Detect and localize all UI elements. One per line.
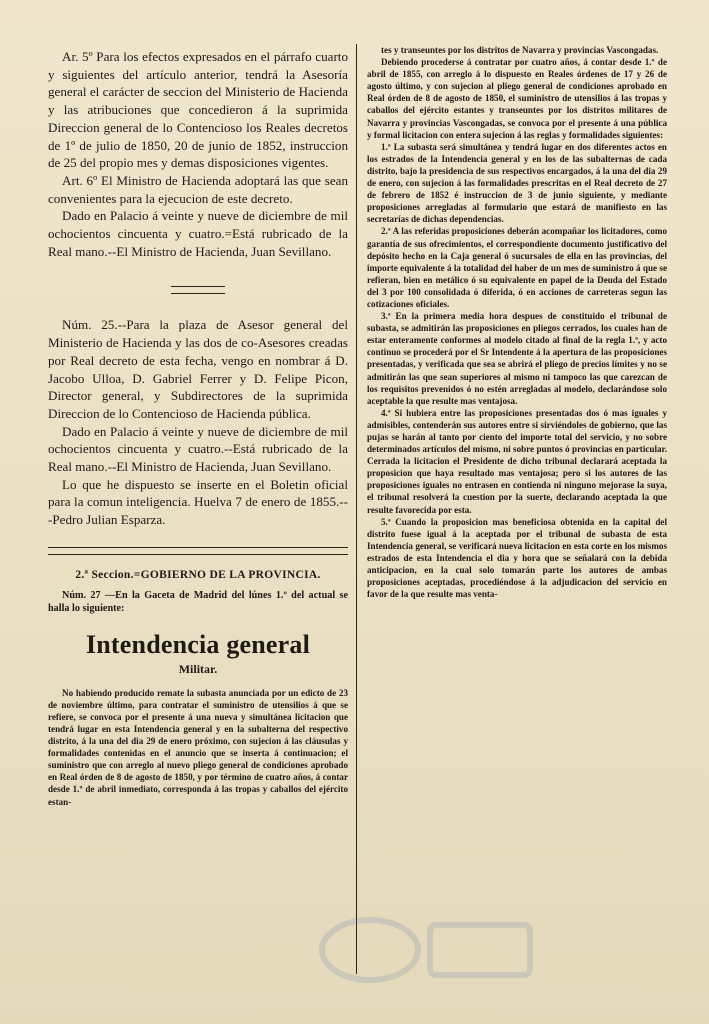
short-double-rule (171, 286, 225, 294)
contract-intro-paragraph: Debiendo procederse á contratar por cuatro años, á contar desde 1.º de abril de 1855, con arreglo á lo dispuesto en Reales órdenes de 17 y 26 de agosto último, y con sujecion al pliego general de condiciones aprobado en Real órden de 8 de agosto de 1850, el suministro de utensilios á las tropas y caballos del ejército estantes y transeuntes por los distritos militares de Navarra y provincias Vascongadas, se convoca por el presente á una pública y formal licitacion con entera sujecion á las reglas y formalidades siguientes: (367, 57, 667, 140)
rule-2-paragraph: 2.ª A las referidas proposiciones deberán acompañar los licitadores, como garantía de sus ofrecimientos, el correspondiente documento justificativo del depósito hecho en la Caja general ó sucursales de ella en las provincias, del importe equivalente á la totalidad del haber de un mes de suministro á que se refieran, bien en metálico ó su equivalente en papel de la Deuda del Estado del 3 por 100 consolidada ó diferida, ó en acciones de carreteras segun las cotizaciones oficiales. (367, 226, 667, 309)
archive-watermark-icon (300, 905, 540, 995)
notice-intro: Núm. 27 —En la Gaceta de Madrid del lúnes 1.º del actual se halla lo siguiente: (48, 589, 348, 615)
section-double-rule (48, 547, 348, 555)
rule-3-paragraph: 3.ª En la primera media hora despues de constituido el tribunal de subasta, se admitirán las proposiciones en pliegos cerrados, los cuales han de estar enteramente conformes al modelo citado al final de la regla 1.ª, y acto continuo se procederá por el Sr Intendente á la apertura de las proposiciones presentadas, y verificada que sea se abrirá el pliego de precios límites y no se admitirán las que sean superiores al mismo ni tampoco las que carezcan de los requisitos prevenidos ó no estén arregladas al modelo, declarándose solo aceptable la que resulte mas ventajosa. (367, 311, 667, 406)
publication-order-paragraph: Lo que he dispuesto se inserte en el Boletin oficial para la comun inteligencia. Huelva 7 de enero de 1855.---Pedro Julian Esparza. (48, 476, 348, 528)
intendencia-title: Intendencia general (85, 629, 311, 659)
article-6-paragraph: Art. 6º El Ministro de Hacienda adoptará las que sean convenientes para la ejecucion de este decreto. (48, 172, 348, 206)
rule-4-paragraph: 4.ª Si hubiera entre las proposiciones presentadas dos ó mas iguales y admisibles, contenderán sus autores entre si sirviéndoles de gobierno, que las pujas se harán al tanto por ciento del importe total del servicio, y no sobre determinados artículos del mismo, ni sobre puntos ó provincias en particular. Cerrada la licitacion el Presidente de dicho tribunal declarará aceptada la proposicion que haya resultado mas ventajosa; pero si los autores de las proposiciones iguales no entrasen en contienda ni ninguno mejorase la suya, el tribunal resolverá la cuestion por la suerte, declarando aceptada la que resulte favorecida por esta. (367, 407, 667, 515)
article-5-paragraph: Ar. 5º Para los efectos expresados en el párrafo cuarto y siguientes del artículo anterior, tendrá la Asesoría general el carácter de seccion del Ministerio de Hacienda y las atribuciones que concedieron á la suprimida Direccion general de lo Contencioso los Reales decretos de 1º de julio de 1850, 20 de junio de 1852, instruccion de 25 del propio mes y demas disposiciones vigentes. (48, 49, 348, 171)
appointment-signature-paragraph: Dado en Palacio á veinte y nueve de diciembre de mil ochocientos cincuenta y cuatro.--Está rubricado de la Real mano.--El Ministro de Hacienda, Juan Sevillano. (48, 423, 348, 475)
continuation-paragraph: tes y transeuntes por los distritos de Navarra y provincias Vascongadas. (381, 45, 659, 55)
decree-articles (48, 48, 348, 260)
rule-5-paragraph: 5.ª Cuando la proposicion mas beneficiosa obtenida en la capital del distrito fuese igual á la aceptada por el tribunal de subasta de esta Intendencia general, se verificará nueva licitacion en esta corte en los mismos estrados de esta Intendencia el dia y hora que se señalará con la debida anticipacion, en la cual solo tomarán parte los autores de ambas proposiciones aceptadas, procediéndose á la adjudicacion del servicio en favor de la que resulte mas venta- (367, 516, 667, 600)
left-column (48, 48, 348, 808)
section-heading: 2.ª Seccion.=GOBIERNO DE LA PROVINCIA. (75, 568, 321, 581)
auction-notice-left (48, 687, 348, 808)
rule-1-paragraph: 1.ª La subasta será simultánea y tendrá lugar en dos diferentes actos en los estrados de la Intendencia general y en los de las subalternas de cada distrito, bajo la presidencia de sus respectivos encargados, á la una del dia 29 de enero, con sujecion á las formalidades prescritas en el Real decreto de 27 de febrero de 1852 é instruccion de 3 de junio siguiente, y mediante proposiciones arregladas al formulario que estará de manifiesto en las secretarías de dichas dependencias. (367, 141, 667, 225)
right-column (367, 44, 667, 600)
auction-notice-paragraph: No habiendo producido remate la subasta anunciada por un edicto de 23 de noviembre último, para contratar el suministro de utensilios á que se refiere, se convoca por el presente á una nueva y simultánea licitacion que tendrá lugar en esta Intendencia general y en la subalterna del respectivo distrito, á la una del dia 29 de enero próximo, con sujecion á las cláusulas y formalidades contenidas en el anuncio que se inserta á continuacion; el suministro que con arreglo al nuevo pliego general de condiciones aprobado en Real órden de 8 de agosto de 1850, y por término de cuatro años, á contar desde 1.º de abril inmediato, corresponda á las tropas y caballos del ejército estan- (48, 687, 348, 807)
decree-signature-paragraph: Dado en Palacio á veinte y nueve de diciembre de mil ochocientos cincuenta y cuatro.=Está rubricado de la Real mano.--El Ministro de Hacienda, Juan Sevillano. (48, 208, 348, 259)
intendencia-subtitle: Militar. (178, 661, 218, 676)
column-divider (356, 44, 357, 974)
appointment-decree (48, 316, 348, 528)
appointment-paragraph: Núm. 25.--Para la plaza de Asesor general del Ministerio de Hacienda y las dos de co-Asesores creadas por Real decreto de esta fecha, vengo en nombrar á D. Jacobo Ulloa, D. Gabriel Ferrer y D. Felipe Picon, Director general, y Subdirectores de la suprimida Direccion de lo Contencioso de Hacienda pública. (48, 317, 348, 421)
